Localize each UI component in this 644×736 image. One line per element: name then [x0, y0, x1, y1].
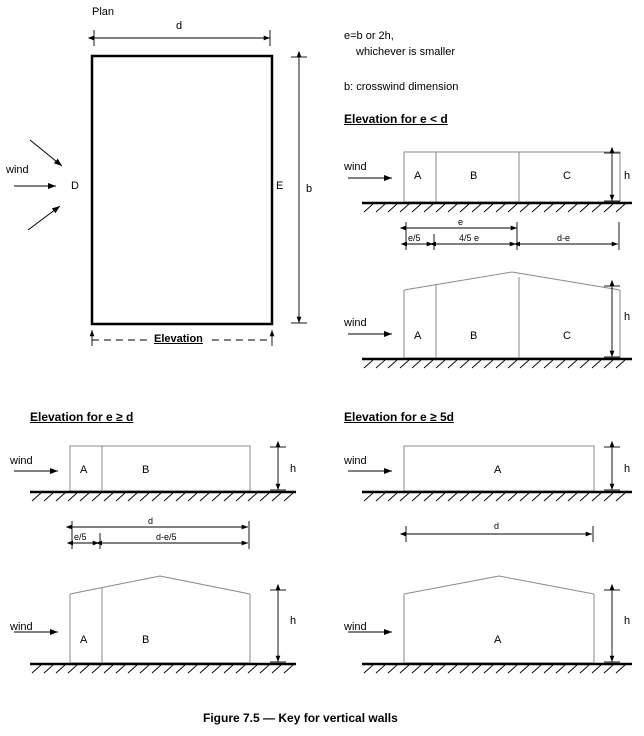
wind-label-e-ge-5d-flat: wind [344, 455, 367, 467]
note-line-1: e=b or 2h, [344, 30, 394, 42]
plan-wind-label: wind [6, 164, 29, 176]
zone-b-e-ge-d-flat: B [142, 464, 150, 476]
zone-a-e-ge-5d-flat: A [494, 464, 502, 476]
height-label-e-ge-d-pitched: h [290, 615, 297, 627]
dim-d-minus-e-e-lt-d: d-e [557, 233, 571, 243]
height-label-e-ge-d-flat: h [290, 463, 297, 475]
wind-label-e-ge-d-flat: wind [10, 455, 33, 467]
note-line-2: whichever is smaller [356, 46, 456, 58]
height-label-e-ge-5d-flat: h [624, 463, 631, 475]
plan-title: Plan [92, 6, 115, 18]
dim-4-5-e-e-lt-d: 4/5 e [459, 233, 480, 243]
wind-label-e-lt-d-flat: wind [344, 161, 367, 173]
plan-zone-e: E [276, 180, 284, 192]
height-label-e-lt-d-pitched: h [624, 311, 631, 323]
zone-c-e-lt-d-pitched: C [563, 330, 571, 342]
wind-label-e-ge-d-pitched: wind [10, 621, 33, 633]
plan-zone-d: D [71, 180, 79, 192]
dim-e-e-lt-d: e [458, 217, 464, 227]
note-line-3: b: crosswind dimension [344, 81, 459, 93]
height-label-e-ge-5d-pitched: h [624, 615, 631, 627]
panel-title-e-lt-d: Elevation for e < d [344, 112, 448, 126]
dim-e-over-5-e-ge-d: e/5 [74, 532, 87, 542]
zone-a-e-lt-d-flat: A [414, 170, 422, 182]
zone-b-e-lt-d-flat: B [470, 170, 478, 182]
zone-a-e-lt-d-pitched: A [414, 330, 422, 342]
panel-title-e-ge-5d: Elevation for e ≥ 5d [344, 410, 454, 424]
plan-dim-b: b [306, 183, 313, 195]
plan-dim-d: d [176, 20, 183, 32]
dim-d-e-ge-5d: d [494, 521, 500, 531]
plan-elevation-label: Elevation [150, 333, 207, 345]
figure-caption: Figure 7.5 — Key for vertical walls [203, 711, 398, 725]
wind-label-e-lt-d-pitched: wind [344, 317, 367, 329]
zone-a-e-ge-d-flat: A [80, 464, 88, 476]
zone-b-e-lt-d-pitched: B [470, 330, 478, 342]
zone-a-e-ge-d-pitched: A [80, 634, 88, 646]
dim-d-e-ge-d: d [148, 516, 154, 526]
zone-c-e-lt-d-flat: C [563, 170, 571, 182]
panel-title-e-ge-d: Elevation for e ≥ d [30, 410, 134, 424]
dim-e-over-5-e-lt-d: e/5 [408, 233, 421, 243]
dim-d-minus-e-over-5-e-ge-d: d-e/5 [156, 532, 177, 542]
wind-label-e-ge-5d-pitched: wind [344, 621, 367, 633]
height-label-e-lt-d-flat: h [624, 170, 631, 182]
zone-b-e-ge-d-pitched: B [142, 634, 150, 646]
zone-a-e-ge-5d-pitched: A [494, 634, 502, 646]
